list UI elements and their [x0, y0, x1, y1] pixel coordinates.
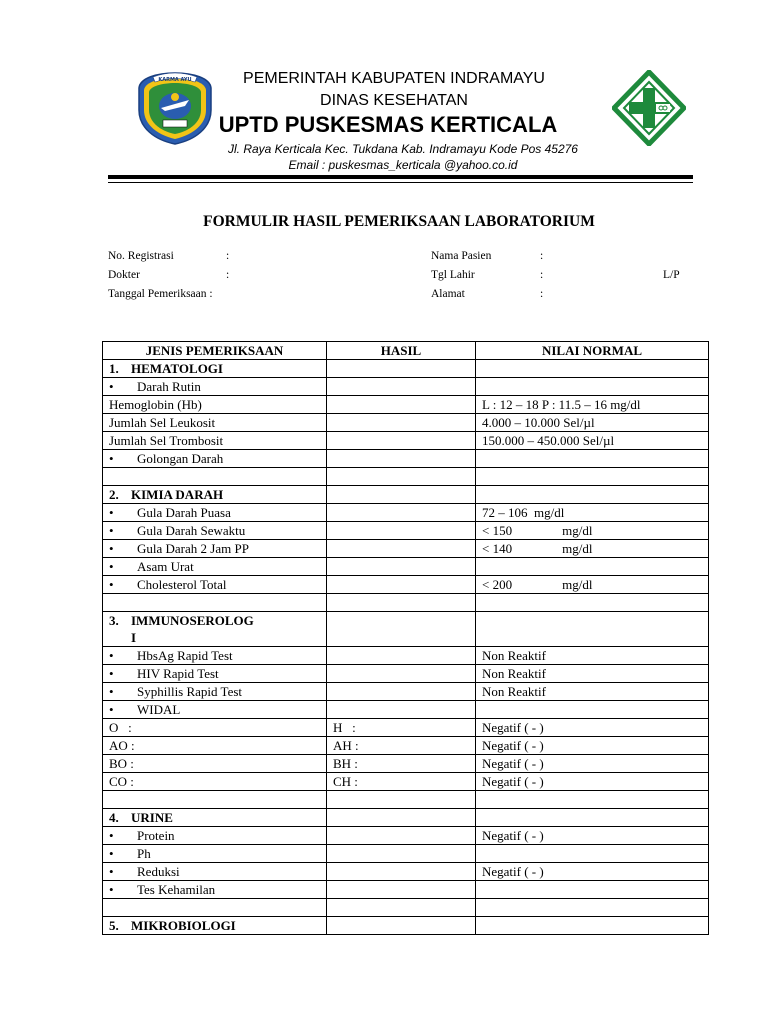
section-row	[103, 486, 709, 504]
header-nilai-normal: NILAI NORMAL	[476, 342, 709, 360]
field-label-dokter: Dokter	[108, 269, 140, 281]
normal-value: Negatif ( - )	[476, 863, 709, 881]
widal-ao[interactable]: AO :	[103, 737, 327, 755]
widal-co[interactable]: CO :	[103, 773, 327, 791]
field-label-alamat: Alamat	[431, 288, 465, 300]
empty-row	[103, 899, 709, 917]
normal-cell	[476, 486, 709, 504]
table-row	[103, 450, 709, 468]
result-cell[interactable]	[327, 863, 476, 881]
normal-cell	[476, 881, 709, 899]
test-golongan-darah: • Golongan Darah	[103, 450, 327, 468]
table-row	[103, 558, 709, 576]
field-colon: :	[226, 250, 230, 262]
test-hemoglobin: Hemoglobin (Hb)	[103, 396, 327, 414]
header-hasil: HASIL	[327, 342, 476, 360]
result-cell[interactable]	[327, 701, 476, 719]
section-mikrobiologi: 5. MIKROBIOLOGI	[103, 917, 327, 935]
section-row	[103, 809, 709, 827]
widal-bh[interactable]: BH :	[327, 755, 476, 773]
field-colon: :	[540, 250, 544, 262]
test-gula-darah-sewaktu: • Gula Darah Sewaktu	[103, 522, 327, 540]
test-darah-rutin: • Darah Rutin	[103, 378, 327, 396]
normal-value: 72 – 106 mg/dl	[476, 504, 709, 522]
header-email: Email : puskesmas_kerticala @yahoo.co.id	[288, 158, 518, 172]
table-row	[103, 863, 709, 881]
table-row	[103, 701, 709, 719]
normal-value: Negatif ( - )	[476, 737, 709, 755]
table-row	[103, 432, 709, 450]
field-label-nama-pasien: Nama Pasien	[431, 250, 492, 262]
test-kehamilan: • Tes Kehamilan	[103, 881, 327, 899]
section-row	[103, 612, 709, 647]
normal-value: Non Reaktif	[476, 647, 709, 665]
result-cell[interactable]	[327, 486, 476, 504]
header-divider-thin	[108, 182, 693, 183]
table-row	[103, 378, 709, 396]
table-row	[103, 396, 709, 414]
normal-cell	[476, 917, 709, 935]
normal-value: 150.000 – 450.000 Sel/µl	[476, 432, 709, 450]
result-cell[interactable]	[327, 665, 476, 683]
test-cholesterol-total: • Cholesterol Total	[103, 576, 327, 594]
normal-cell	[476, 701, 709, 719]
test-leukosit: Jumlah Sel Leukosit	[103, 414, 327, 432]
section-row	[103, 917, 709, 935]
field-label-tanggal-pemeriksaan: Tanggal Pemeriksaan :	[108, 288, 213, 300]
test-protein: • Protein	[103, 827, 327, 845]
result-cell[interactable]	[327, 504, 476, 522]
form-title: FORMULIR HASIL PEMERIKSAAN LABORATORIUM	[203, 213, 595, 230]
normal-cell	[476, 450, 709, 468]
table-row	[103, 719, 709, 737]
header-government: PEMERINTAH KABUPATEN INDRAMAYU	[243, 70, 545, 87]
empty-row	[103, 791, 709, 809]
table-row	[103, 522, 709, 540]
field-colon: :	[540, 288, 544, 300]
normal-cell	[476, 378, 709, 396]
test-syphillis-rapid: • Syphillis Rapid Test	[103, 683, 327, 701]
normal-value: < 150 mg/dl	[476, 522, 709, 540]
test-gula-darah-2-jam-pp: • Gula Darah 2 Jam PP	[103, 540, 327, 558]
section-hematologi: 1. HEMATOLOGI	[103, 360, 327, 378]
normal-cell	[476, 558, 709, 576]
test-hbsag-rapid: • HbsAg Rapid Test	[103, 647, 327, 665]
section-row	[103, 360, 709, 378]
test-trombosit: Jumlah Sel Trombosit	[103, 432, 327, 450]
table-row	[103, 737, 709, 755]
normal-value: 4.000 – 10.000 Sel/µl	[476, 414, 709, 432]
section-urine: 4. URINE	[103, 809, 327, 827]
result-cell[interactable]	[327, 522, 476, 540]
section-kimia-darah: 2. KIMIA DARAH	[103, 486, 327, 504]
widal-ch[interactable]: CH :	[327, 773, 476, 791]
result-cell[interactable]	[327, 396, 476, 414]
field-label-no-registrasi: No. Registrasi	[108, 250, 174, 262]
widal-h[interactable]: H :	[327, 719, 476, 737]
table-row	[103, 540, 709, 558]
table-row	[103, 665, 709, 683]
normal-cell	[476, 845, 709, 863]
result-cell[interactable]	[327, 809, 476, 827]
normal-value: Negatif ( - )	[476, 773, 709, 791]
result-cell[interactable]	[327, 845, 476, 863]
header-divider-thick	[108, 175, 693, 179]
header-department: DINAS KESEHATAN	[320, 92, 468, 109]
normal-value: < 200 mg/dl	[476, 576, 709, 594]
lab-results-table	[102, 341, 709, 935]
field-colon: :	[540, 269, 544, 281]
result-cell[interactable]	[327, 576, 476, 594]
normal-value: Non Reaktif	[476, 665, 709, 683]
normal-cell	[476, 809, 709, 827]
empty-row	[103, 468, 709, 486]
result-cell[interactable]	[327, 647, 476, 665]
field-colon: :	[226, 269, 230, 281]
table-row	[103, 773, 709, 791]
result-cell[interactable]	[327, 683, 476, 701]
header-institution: UPTD PUSKESMAS KERTICALA	[218, 112, 558, 137]
result-cell[interactable]	[327, 414, 476, 432]
header-jenis-pemeriksaan: JENIS PEMERIKSAAN	[103, 342, 327, 360]
widal-o[interactable]: O :	[103, 719, 327, 737]
result-cell[interactable]	[327, 881, 476, 899]
section-immunoserologi: 3. IMMUNOSEROLOG I	[103, 612, 327, 647]
result-cell[interactable]	[327, 558, 476, 576]
result-cell[interactable]	[327, 540, 476, 558]
normal-value: Non Reaktif	[476, 683, 709, 701]
test-ph: • Ph	[103, 845, 327, 863]
test-widal: • WIDAL	[103, 701, 327, 719]
table-row	[103, 755, 709, 773]
table-row	[103, 647, 709, 665]
header-address: Jl. Raya Kerticala Kec. Tukdana Kab. Indramayu Kode Pos 45276	[228, 142, 578, 156]
empty-row	[103, 594, 709, 612]
result-cell[interactable]	[327, 917, 476, 935]
test-reduksi: • Reduksi	[103, 863, 327, 881]
normal-value: Negatif ( - )	[476, 827, 709, 845]
table-row	[103, 881, 709, 899]
test-gula-darah-puasa: • Gula Darah Puasa	[103, 504, 327, 522]
widal-bo[interactable]: BO :	[103, 755, 327, 773]
normal-cell	[476, 360, 709, 378]
normal-value: Negatif ( - )	[476, 755, 709, 773]
widal-ah[interactable]: AH :	[327, 737, 476, 755]
field-gender: L/P	[663, 269, 680, 281]
normal-value: Negatif ( - )	[476, 719, 709, 737]
normal-cell	[476, 612, 709, 647]
table-row	[103, 504, 709, 522]
table-row	[103, 576, 709, 594]
table-row	[103, 414, 709, 432]
result-cell[interactable]	[327, 360, 476, 378]
test-asam-urat: • Asam Urat	[103, 558, 327, 576]
field-label-tgl-lahir: Tgl Lahir	[431, 269, 475, 281]
result-cell[interactable]	[327, 450, 476, 468]
result-cell[interactable]	[327, 612, 476, 647]
table-row	[103, 827, 709, 845]
result-cell[interactable]	[327, 432, 476, 450]
normal-value: < 140 mg/dl	[476, 540, 709, 558]
svg-text:KARMA AYU: KARMA AYU	[158, 77, 192, 83]
table-row	[103, 683, 709, 701]
test-hiv-rapid: • HIV Rapid Test	[103, 665, 327, 683]
table-header-row	[103, 342, 709, 360]
result-cell[interactable]	[327, 378, 476, 396]
result-cell[interactable]	[327, 827, 476, 845]
normal-value: L : 12 – 18 P : 11.5 – 16 mg/dl	[476, 396, 709, 414]
table-row	[103, 845, 709, 863]
